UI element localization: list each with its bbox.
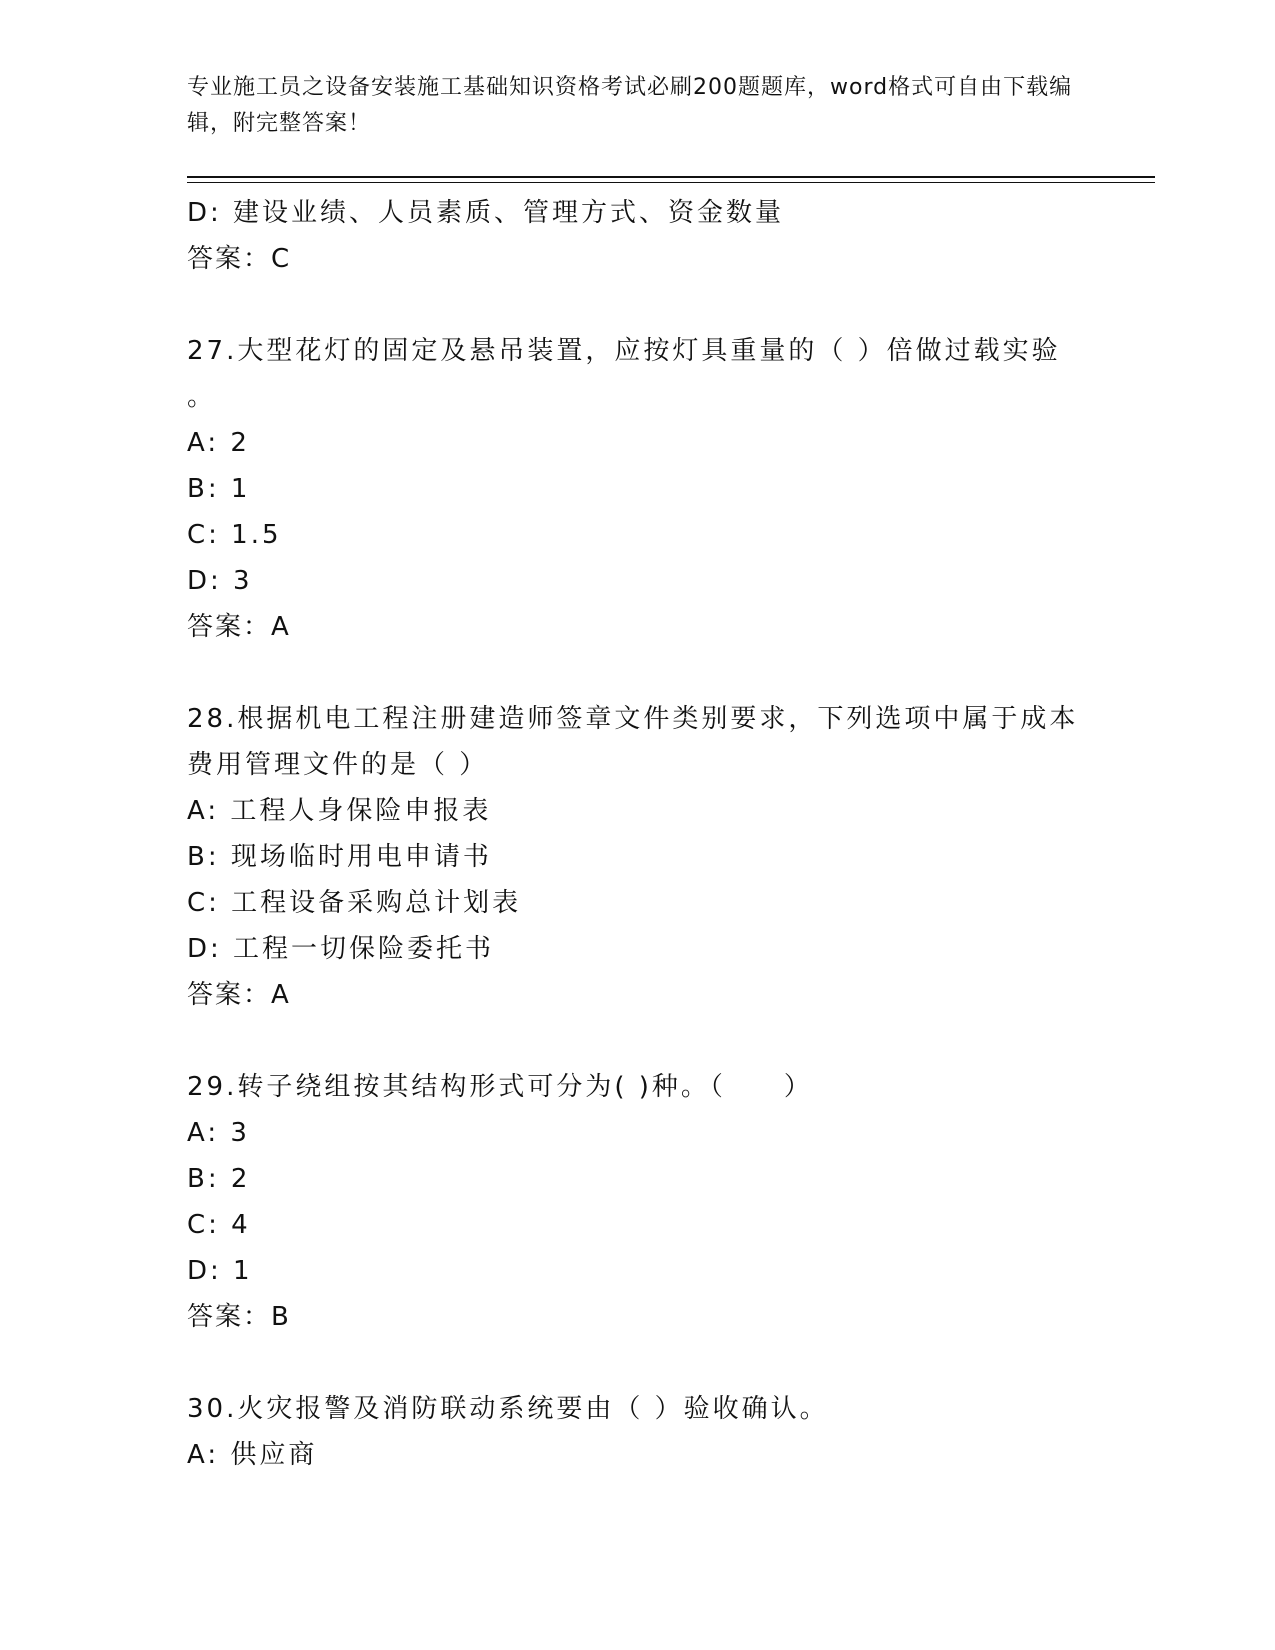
spacer xyxy=(187,1340,1087,1386)
prev-option-d: D: 建设业绩、人员素质、管理方式、资金数量 xyxy=(187,198,785,228)
q30-stem-line1: 30.火灾报警及消防联动系统要由（ ）验收确认。 xyxy=(187,1394,829,1424)
q28-option-a: A: 工程人身保险申报表 xyxy=(187,796,492,826)
q27-stem-line2: 。 xyxy=(187,382,217,412)
prev-answer: 答案：C xyxy=(187,244,292,274)
q27-stem-line1: 27.大型花灯的固定及悬吊装置，应按灯具重量的（ ）倍做过载实验 xyxy=(187,336,1061,366)
q27-option-a: A: 2 xyxy=(187,428,250,458)
q29-stem-line1: 29.转子绕组按其结构形式可分为( )种。（ ） xyxy=(187,1072,813,1102)
header-rule-thin xyxy=(187,182,1155,183)
document-header: 专业施工员之设备安装施工基础知识资格考试必刷200题题库，word格式可自由下载编辑，附完整答案！ xyxy=(187,75,1073,136)
q27-answer: 答案：A xyxy=(187,612,291,642)
question-content xyxy=(187,190,1087,1478)
q28-stem-line2: 费用管理文件的是（ ） xyxy=(187,750,489,780)
q29-option-c: C: 4 xyxy=(187,1210,251,1240)
spacer xyxy=(187,282,1087,328)
q27-option-b: B: 1 xyxy=(187,474,251,504)
q28-answer: 答案：A xyxy=(187,980,291,1010)
q28-stem-line1: 28.根据机电工程注册建造师签章文件类别要求，下列选项中属于成本 xyxy=(187,704,1079,734)
q27-option-c: C: 1.5 xyxy=(187,520,282,550)
header-rule-thick xyxy=(187,176,1155,178)
q29-answer: 答案：B xyxy=(187,1302,291,1332)
q29-option-a: A: 3 xyxy=(187,1118,250,1148)
q28-option-c: C: 工程设备采购总计划表 xyxy=(187,888,522,918)
q27-option-d: D: 3 xyxy=(187,566,253,596)
q29-option-b: B: 2 xyxy=(187,1164,251,1194)
q28-option-b: B: 现场临时用电申请书 xyxy=(187,842,492,872)
q30-option-a: A: 供应商 xyxy=(187,1440,318,1470)
q28-option-d: D: 工程一切保险委托书 xyxy=(187,934,495,964)
spacer xyxy=(187,650,1087,696)
q29-option-d: D: 1 xyxy=(187,1256,253,1286)
spacer xyxy=(187,1018,1087,1064)
